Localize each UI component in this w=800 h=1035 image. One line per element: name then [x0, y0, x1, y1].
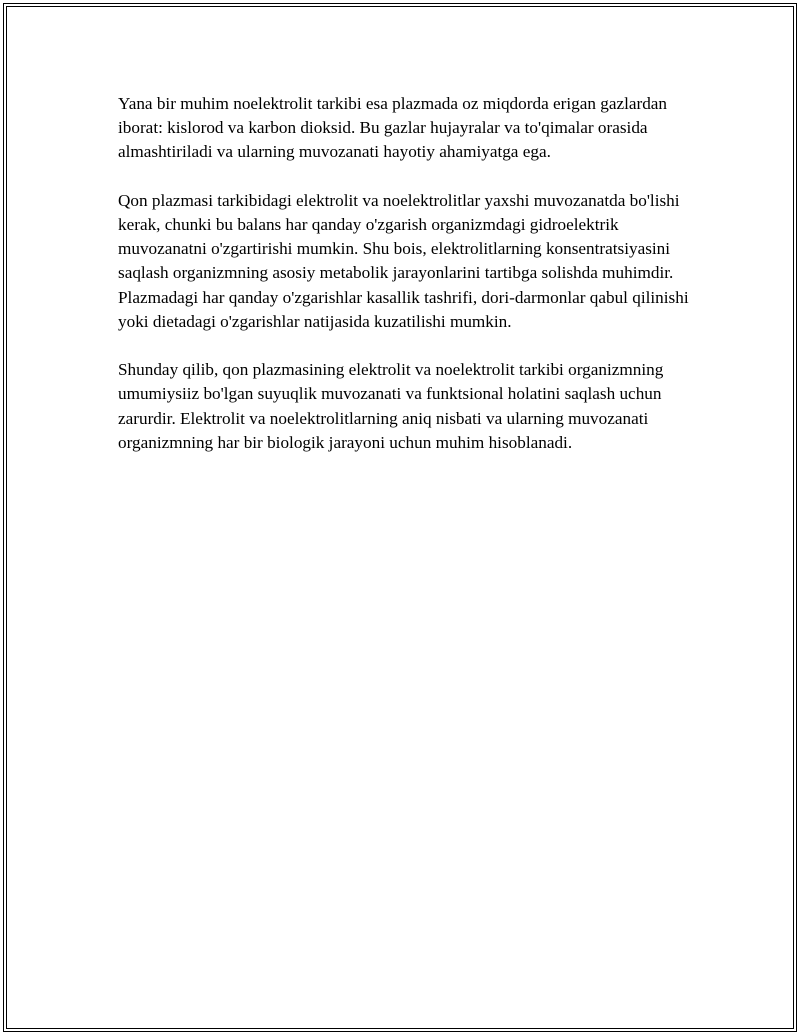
paragraph: Shunday qilib, qon plazmasining elektrolit va noelektrolit tarkibi organizmning umumiysiiz bo'lgan suyuqlik muvozanati va funktsional holatini saqlash uchun zarurdir. Elektrolit va noelektrolitlarning aniq nisbati va ularning muvozanati organizmning har bir biologik jarayoni uchun muhim hisoblanadi.: [118, 360, 664, 452]
paragraph: Yana bir muhim noelektrolit tarkibi esa plazmada oz miqdorda erigan gazlardan iborat: kislorod va karbon dioksid. Bu gazlar hujayralar va to'qimalar orasida almashtiriladi va ularning muvozanati hayotiy ahamiyatga ega.: [118, 94, 668, 162]
document-body: [118, 92, 698, 479]
paragraph: Qon plazmasi tarkibidagi elektrolit va noelektrolitlar yaxshi muvozanatda bo'lishi kerak, chunki bu balans har qanday o'zgarish organizmdagi gidroelektrik muvozanatni o'zgartirishi mumkin. Shu bois, elektrolitlarning konsentratsiyasini saqlash organizmning asosiy metabolik jarayonlarini tartibga solishda muhimdir. Plazmadagi har qanday o'zgarishlar kasallik tashrifi, dori-darmonlar qabul qilinishi yoki dietadagi o'zgarishlar natijasida kuzatilishi mumkin.: [118, 190, 689, 331]
